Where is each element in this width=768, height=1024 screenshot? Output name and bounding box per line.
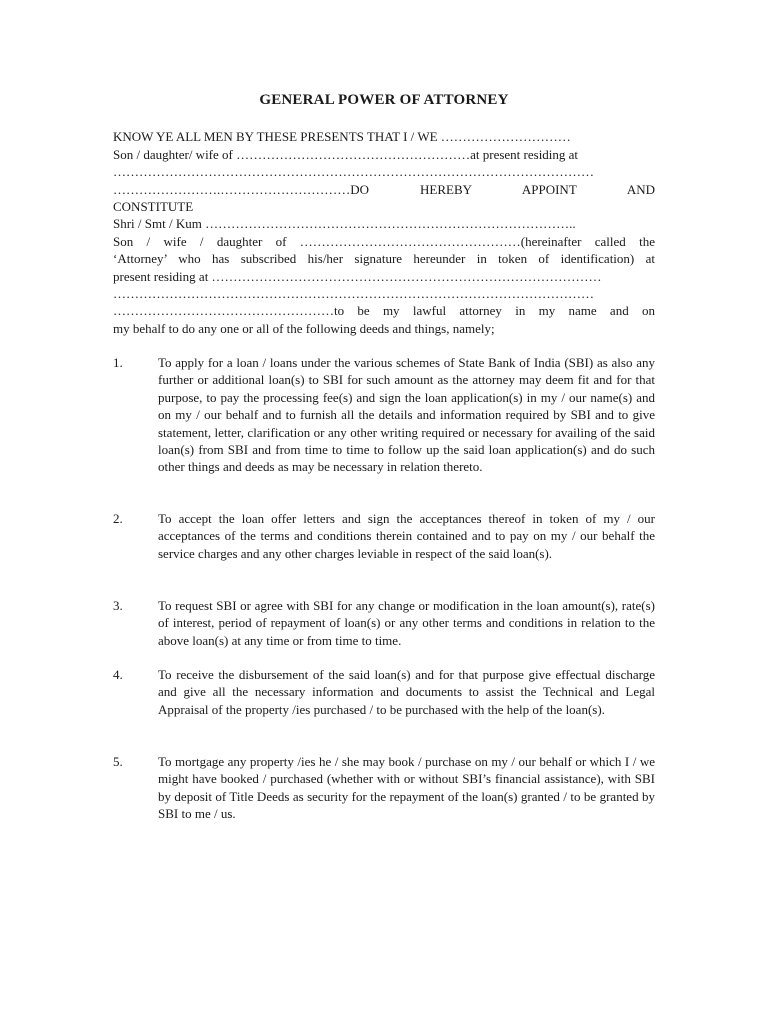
preamble-line: ………………………………………………………………………………………………… [113,286,594,301]
preamble-line: Shri / Smt / Kum ………………………………………………………………………….. [113,216,576,231]
item-number: 5. [113,754,123,769]
item-number: 4. [113,667,123,682]
preamble-line: present residing at ……………………………………………………………………………… [113,269,602,284]
preamble-line: ……………………………………………to be my lawful attorney in my name and on [113,303,655,318]
item-text: To request SBI or agree with SBI for any change or modification in the loan amount(s), rate(s) of interest, period of repayment of loan(s) or any other terms and conditions in relation to the above loan(s) at any time or from time to time. [158,598,655,648]
preamble-line: Son / daughter/ wife of ………………………………………………at present residing at [113,147,579,162]
preamble-line: Son / wife / daughter of ……………………………………………(hereinafter called the [113,234,655,249]
preamble-line: my behalf to do any one or all of the following deeds and things, namely; [113,321,495,336]
item-number: 3. [113,598,123,613]
preamble-line: …………………….…………………………DO HEREBY APPOINT AND [113,182,655,197]
preamble-line: CONSTITUTE [113,199,194,214]
item-text: To accept the loan offer letters and sign the acceptances thereof in token of my / our acceptances of the terms and conditions therein contained and to pay on my / our behalf the service charges and any other charges leviable in respect of the said loan(s). [158,511,655,561]
document-title: GENERAL POWER OF ATTORNEY [259,92,509,108]
item-text: To receive the disbursement of the said loan(s) and for that purpose give effectual discharge and give all the necessary information and documents to assist the Technical and Legal Appraisal of the property /ies purchased / to be purchased with the help of the loan(s). [158,667,655,717]
item-number: 1. [113,355,123,370]
item-number: 2. [113,511,123,526]
preamble-line: KNOW YE ALL MEN BY THESE PRESENTS THAT I / WE ………………………… [113,129,571,144]
preamble-line: ………………………………………………………………………………………………… [113,164,594,179]
item-text: To apply for a loan / loans under the various schemes of State Bank of India (SBI) as also any further or additional loan(s) to SBI for such amount as the attorney may deem fit and for that purpose, to pay the processing fee(s) and sign the loan application(s) in my / our name(s) and on my / our behalf and to furnish all the details and information required by SBI and to give statement, letter, clarification or any other writing required or necessary for availing of the said loan(s) from SBI and from time to time to follow up the said loan application(s) and do such other things and deeds as may be necessary in relation thereto. [158,355,655,475]
preamble-line: ‘Attorney’ who has subscribed his/her signature hereunder in token of identification) at [113,251,655,266]
item-text: To mortgage any property /ies he / she may book / purchase on my / our behalf or which I / we might have booked / purchased (whether with or without SBI’s financial assistance), with SBI by deposit of Title Deeds as security for the repayment of the loan(s) granted / to be granted by SBI to me / us. [158,754,655,822]
